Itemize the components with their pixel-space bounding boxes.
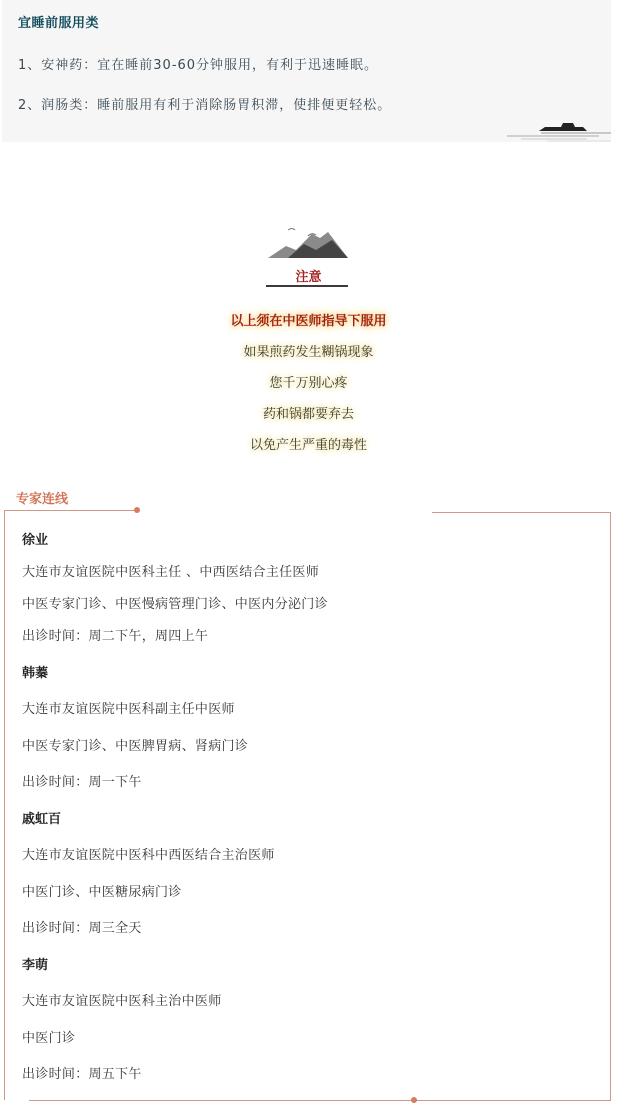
- expert-section-label: 专家连线: [16, 492, 69, 507]
- frame-dot-bottom: [411, 1097, 417, 1103]
- expert-title: 大连市友谊医院中医科副主任中医师: [22, 702, 235, 717]
- bedtime-medication-card: [2, 0, 611, 142]
- expert-schedule: 出诊时间：周五下午: [22, 1067, 142, 1082]
- notice-title: 注意: [295, 270, 322, 285]
- notice-divider: [266, 285, 348, 287]
- mountain-ink-icon: [268, 224, 348, 258]
- frame-dot-top: [134, 507, 140, 513]
- medication-item-1: 1、安神药：宜在睡前30-60分钟服用，有利于迅速睡眠。: [18, 58, 379, 73]
- expert-schedule: 出诊时间：周三全天: [22, 921, 142, 936]
- expert-title: 大连市友谊医院中医科主治中医师: [22, 994, 222, 1009]
- expert-name: 韩蓁: [22, 666, 49, 681]
- medication-item-2: 2、润肠类：睡前服用有利于消除肠胃积滞，使排便更轻松。: [18, 98, 392, 113]
- expert-schedule: 出诊时间：周二下午，周四上午: [22, 629, 209, 644]
- expert-name: 戚虹百: [22, 812, 62, 827]
- expert-title: 大连市友谊医院中医科主任 、中西医结合主任医师: [22, 565, 320, 580]
- notice-line-2: 如果煎药发生糊锅现象: [243, 345, 374, 360]
- expert-clinics: 中医门诊、中医糖尿病门诊: [22, 885, 182, 900]
- expert-schedule: 出诊时间：周一下午: [22, 775, 142, 790]
- expert-clinics: 中医门诊: [22, 1031, 76, 1046]
- notice-line-1: 以上须在中医师指导下服用: [230, 314, 387, 329]
- expert-clinics: 中医专家门诊、中医慢病管理门诊、中医内分泌门诊: [22, 597, 328, 612]
- expert-title: 大连市友谊医院中医科中西医结合主治医师: [22, 848, 275, 863]
- notice-line-4: 药和锅都要弃去: [262, 407, 354, 422]
- notice-line-5: 以免产生严重的毒性: [249, 438, 367, 453]
- notice-line-3: 您千万别心疼: [269, 376, 348, 391]
- boat-ink-illustration: [507, 118, 611, 142]
- expert-name: 徐业: [22, 533, 49, 548]
- expert-name: 李萌: [22, 958, 49, 973]
- section-title: 宜睡前服用类: [18, 16, 100, 31]
- expert-clinics: 中医专家门诊、中医脾胃病、肾病门诊: [22, 739, 249, 754]
